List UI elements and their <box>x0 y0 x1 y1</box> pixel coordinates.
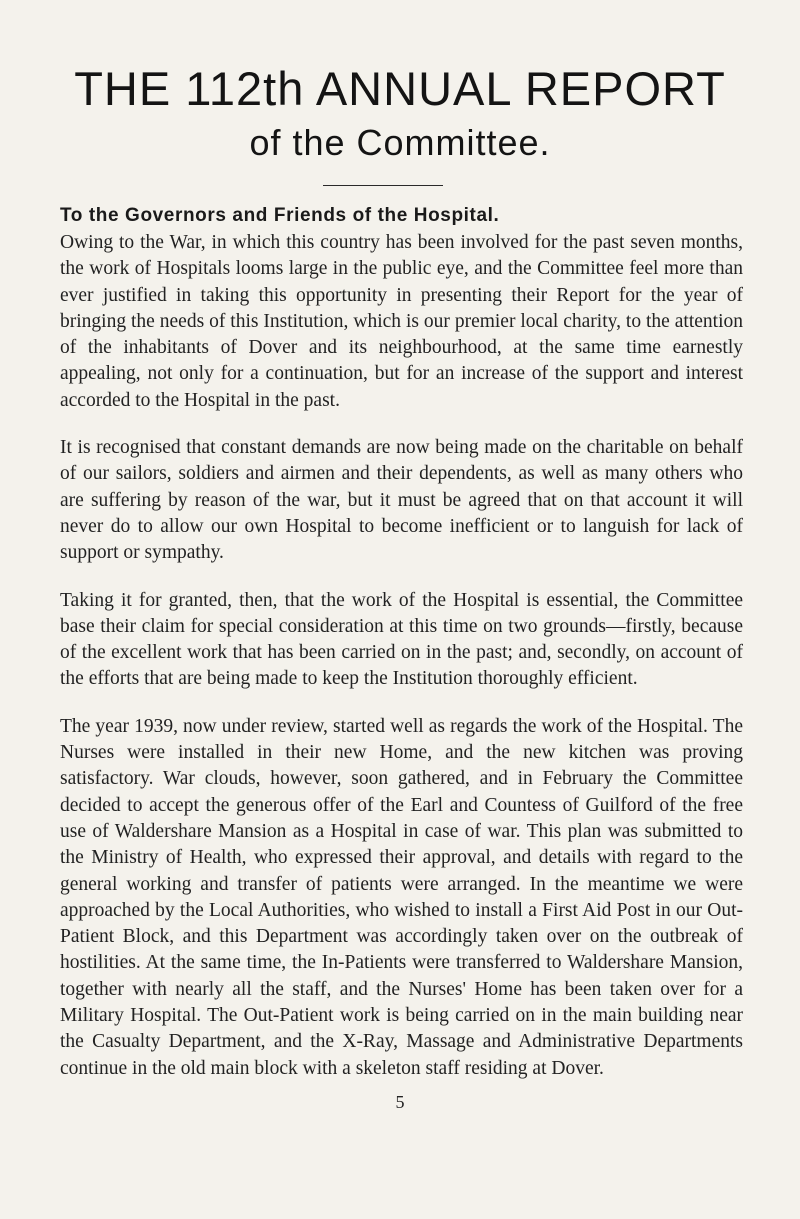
paragraph-3: Taking it for granted, then, that the work of the Hospital is essential, the Committee base their claim for special consideration at this time on two grounds—firstly, because of the excellent work that has been carried on in the past; and, secondly, on account of the efforts that are being made to keep the Institution thoroughly efficient. <box>60 589 743 690</box>
report-subtitle: of the Committee. <box>249 122 551 163</box>
paragraph-4: The year 1939, now under review, started well as regards the work of the Hospital. The Nurses were installed in their new Home, and the new kitchen was proving satisfactory. War clouds, however, soon gathered, and in February the Committee decided to accept the generous offer of the Earl and Countess of Guilford of the free use of Waldershare Mansion as a Hospital in case of war. This plan was submitted to the Ministry of Health, who expressed their approval, and details with regard to the general working and transfer of patients were arranged. In the meantime we were approached by the Local Authorities, who wished to install a First Aid Post in our Out-Patient Block, and this Department was accordingly taken over on the outbreak of hostilities. At the same time, the In-Patients were transferred to Waldershare Mansion, together with nearly all the staff, and the Nurses' Home has been taken over for a Military Hospital. The Out-Patient work is being carried on in the main building near the Casualty Department, and the X-Ray, Massage and Administrative Departments continue in the old main block with a skeleton staff residing at Dover. <box>60 715 743 1079</box>
salutation-heading: To the Governors and Friends of the Hospital. <box>60 205 500 226</box>
report-title: THE 112th ANNUAL REPORT <box>74 62 726 115</box>
title-divider <box>323 185 443 186</box>
page-number: 5 <box>395 1092 405 1112</box>
paragraph-1: Owing to the War, in which this country has been involved for the past seven months, the work of Hospitals looms large in the public eye, and the Committee feel more than ever justified in taking this opportunity in presenting their Report for the year of bringing the needs of this Institution, which is our premier local charity, to the attention of the inhabitants of Dover and its neighbourhood, at the same time earnestly appealing, not only for a continuation, but for an increase of the support and interest accorded to the Hospital in the past. <box>60 232 743 411</box>
paragraph-2: It is recognised that constant demands are now being made on the charitable on behalf of our sailors, soldiers and airmen and their dependents, as well as many others who are suffering by reason of the war, but it must be agreed that on that account it will never do to allow our own Hospital to become inefficient or to languish for lack of support or sympathy. <box>60 437 743 564</box>
report-body <box>60 230 743 1103</box>
